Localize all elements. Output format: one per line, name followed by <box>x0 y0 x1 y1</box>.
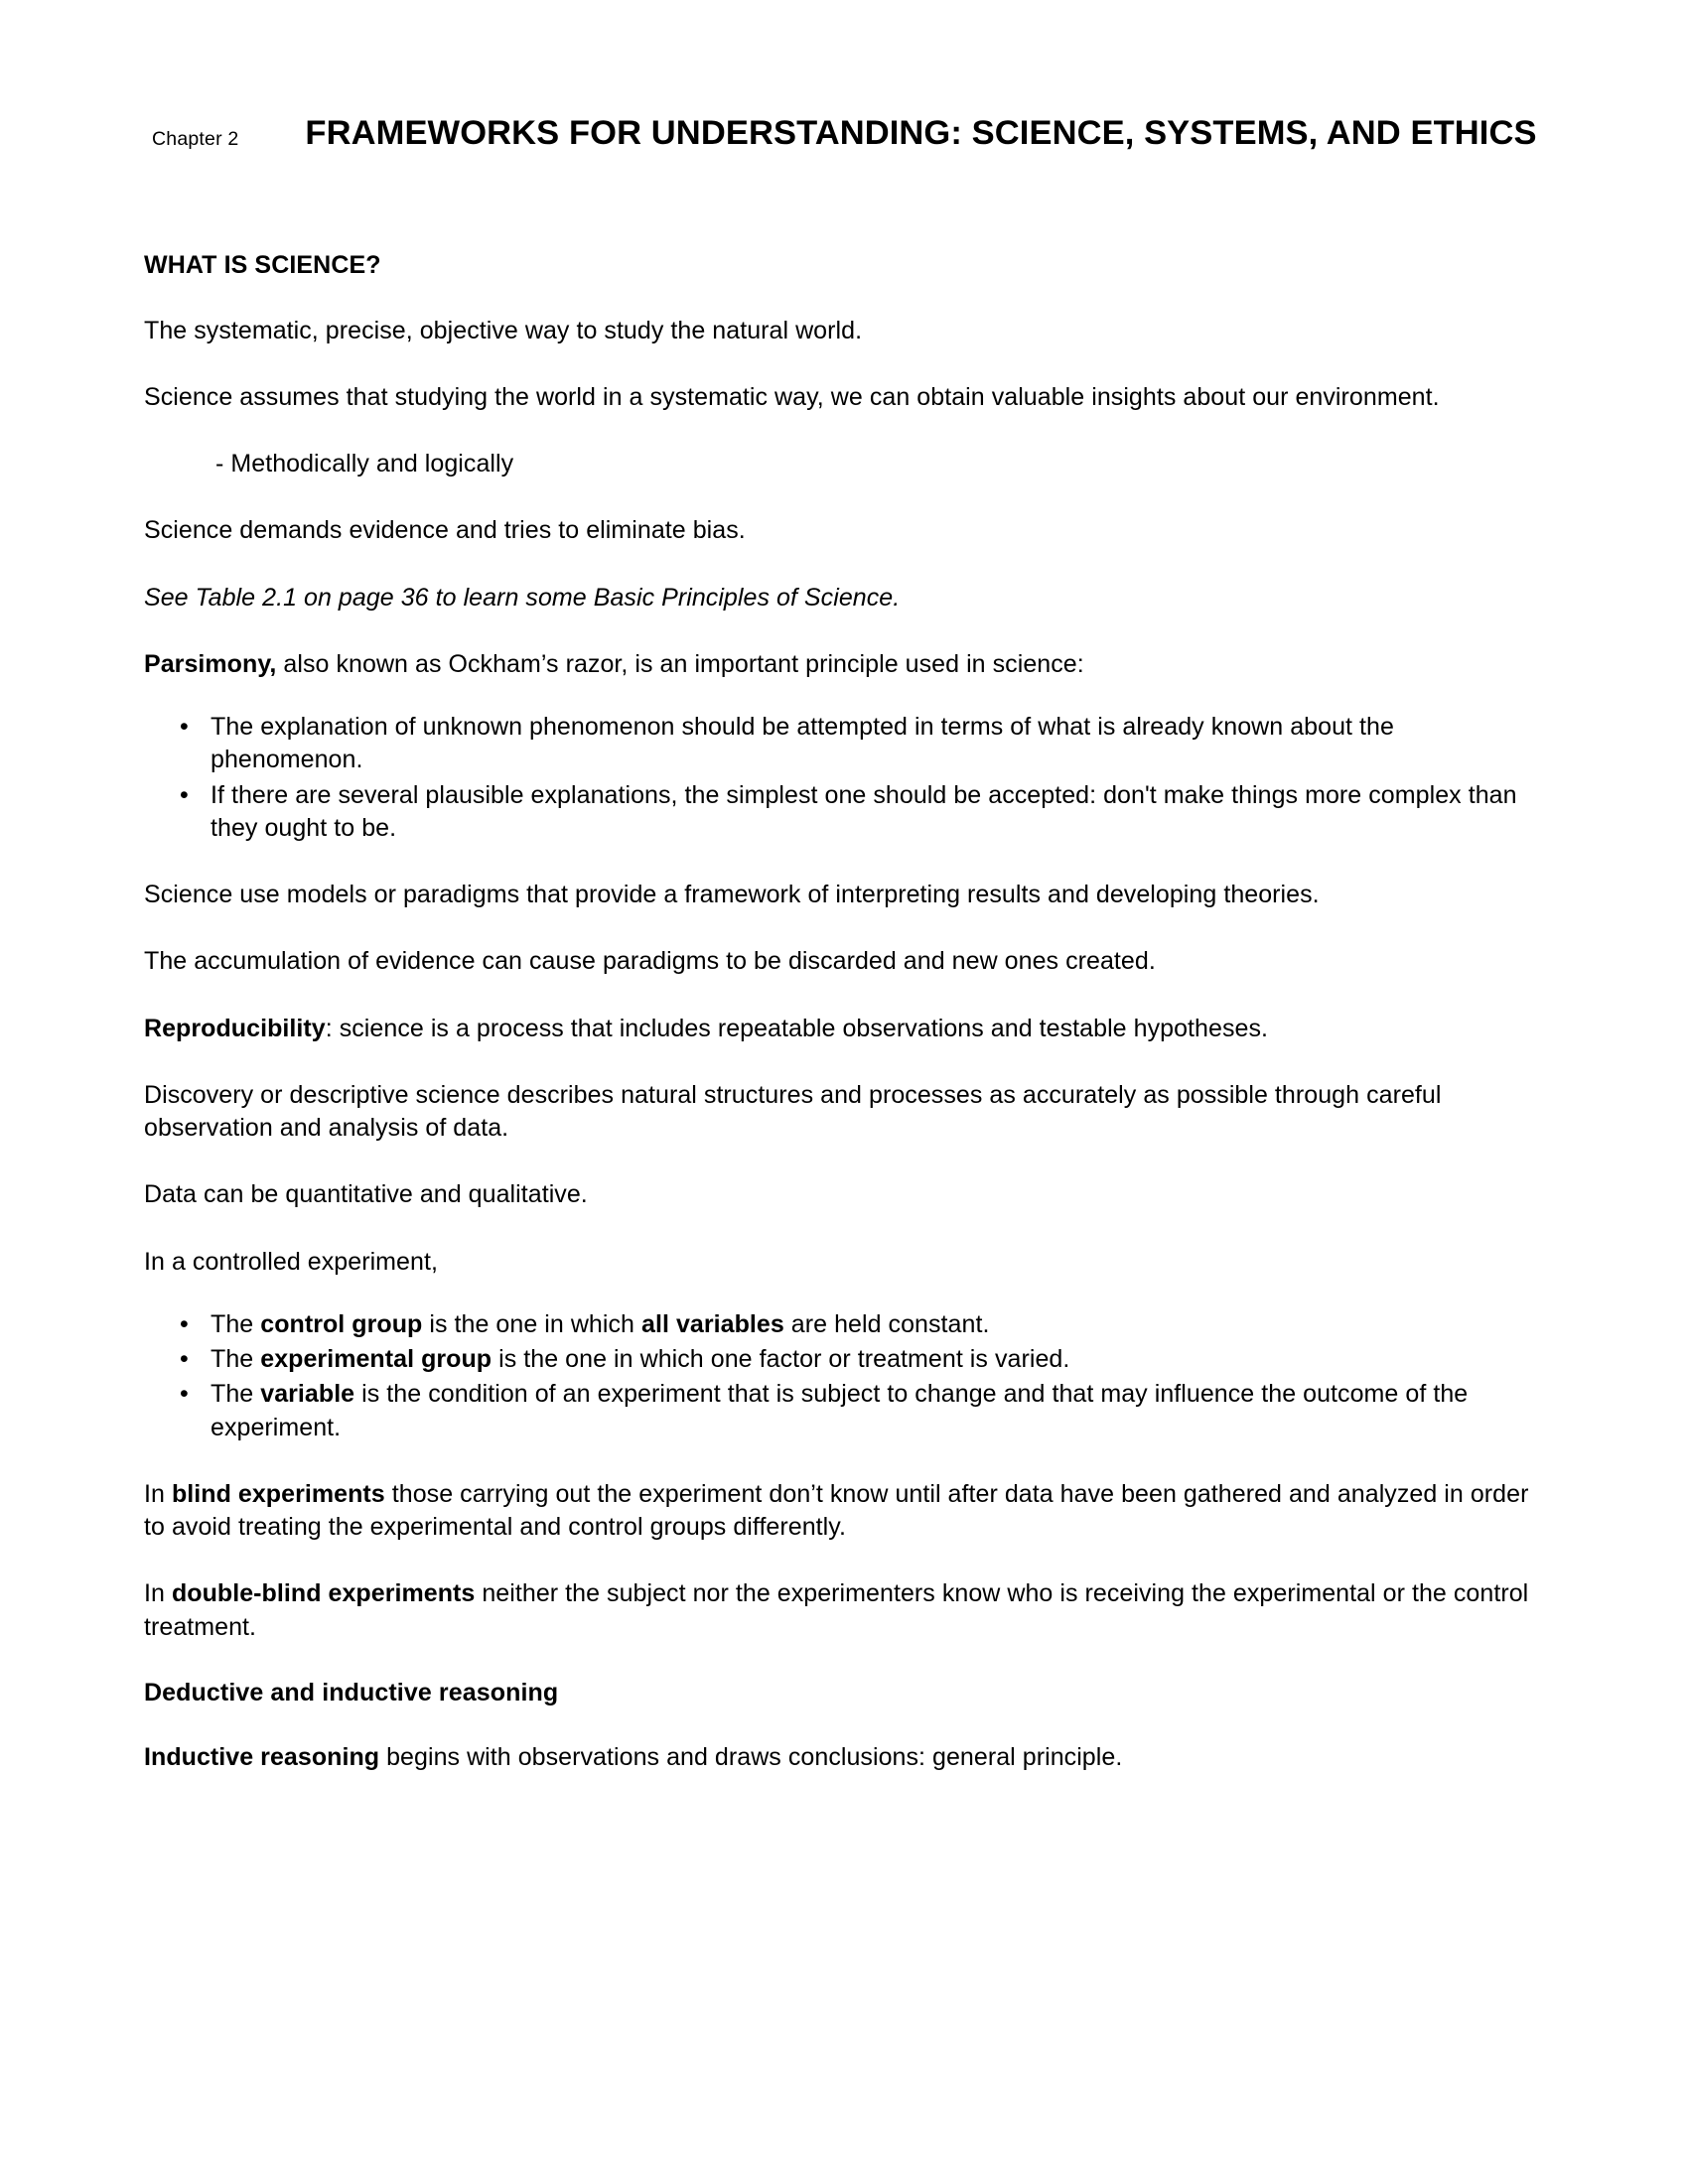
term-control-group: control group <box>260 1309 423 1338</box>
paragraph-blind-experiments <box>144 1478 1549 1545</box>
list-item-text-post: is the condition of an experiment that is subject to change and that may influence the outcome of the experiment. <box>211 1380 1469 1441</box>
term-inductive-reasoning: Inductive reasoning <box>144 1743 380 1772</box>
term-double-blind-experiments: double-blind experiments <box>171 1579 476 1608</box>
paragraph-discovery-science: Discovery or descriptive science describes natural structures and processes as accurately as possible through careful observation and analysis of data. <box>144 1080 1442 1142</box>
list-item-text-pre: The <box>211 1380 261 1409</box>
paragraph-science-assumes: Science assumes that studying the world in a systematic way, we can obtain valuable insights about our environment. <box>144 382 1440 411</box>
section-heading-what-is-science: WHAT IS SCIENCE? <box>144 251 381 279</box>
paragraph-controlled-experiment: In a controlled experiment, <box>144 1247 438 1276</box>
bullet-icon: • <box>180 713 189 741</box>
term-parsimony-rest: also known as Ockham’s razor, is an important principle used in science: <box>276 649 1084 678</box>
list-item-text-pre: The <box>211 1345 261 1373</box>
document-header <box>144 111 1549 206</box>
list-item <box>144 1308 1549 1341</box>
list-item <box>144 779 1549 846</box>
paragraph-parsimony <box>144 648 1549 681</box>
paragraph-reproducibility <box>144 1013 1549 1045</box>
list-item-text-mid: is the one in which <box>422 1309 641 1338</box>
list-item-text-post: is the one in which one factor or treatment is varied. <box>492 1345 1070 1373</box>
list-item-text-pre: The <box>211 1309 261 1338</box>
list-item-text: If there are several plausible explanations, the simplest one should be accepted: don't make things more complex than they ought to be. <box>211 780 1517 842</box>
page-title: FRAMEWORKS FOR UNDERSTANDING: SCIENCE, SYSTEMS, AND ETHICS <box>305 114 1537 152</box>
term-variable: variable <box>260 1380 355 1409</box>
term-all-variables: all variables <box>641 1309 784 1338</box>
paragraph-demands-evidence: Science demands evidence and tries to eliminate bias. <box>144 516 746 545</box>
term-blind-experiments: blind experiments <box>171 1479 385 1508</box>
paragraph-inductive-reasoning <box>144 1741 1549 1774</box>
paragraph-blind-pre: In <box>144 1479 172 1508</box>
paragraph-definition: The systematic, precise, objective way to study the natural world. <box>144 316 863 344</box>
list-item <box>144 1343 1549 1376</box>
term-reproducibility-rest: : science is a process that includes repeatable observations and testable hypotheses. <box>325 1014 1268 1042</box>
term-parsimony: Parsimony, <box>144 649 277 678</box>
paragraph-double-blind-pre: In <box>144 1579 172 1608</box>
bullet-icon: • <box>180 1345 189 1373</box>
parsimony-bullet-list <box>144 711 1549 845</box>
list-item-text-post: are held constant. <box>783 1309 990 1338</box>
bullet-icon: • <box>180 1380 189 1409</box>
term-experimental-group: experimental group <box>260 1345 492 1373</box>
chapter-label: Chapter 2 <box>152 128 239 150</box>
paragraph-methodically: - Methodically and logically <box>215 450 514 478</box>
controlled-experiment-bullet-list <box>144 1308 1549 1444</box>
list-item <box>144 711 1549 777</box>
term-reproducibility: Reproducibility <box>144 1014 326 1042</box>
paragraph-blind-rest: those carrying out the experiment don’t know until after data have been gathered and analyzed in order to avoid treating the experimental and control groups differently. <box>144 1479 1529 1541</box>
list-item <box>144 1378 1549 1444</box>
paragraph-inductive-rest: begins with observations and draws conclusions: general principle. <box>379 1743 1123 1772</box>
paragraph-accumulation: The accumulation of evidence can cause paradigms to be discarded and new ones created. <box>144 947 1156 976</box>
list-item-text: The explanation of unknown phenomenon should be attempted in terms of what is already known about the phenomenon. <box>211 713 1394 774</box>
section-heading-reasoning: Deductive and inductive reasoning <box>144 1678 559 1706</box>
paragraph-double-blind-experiments <box>144 1577 1549 1644</box>
paragraph-models-paradigms: Science use models or paradigms that provide a framework of interpreting results and developing theories. <box>144 881 1320 908</box>
paragraph-data-types: Data can be quantitative and qualitative. <box>144 1180 588 1209</box>
document-content <box>144 111 1549 1809</box>
bullet-icon: • <box>180 780 189 809</box>
paragraph-double-blind-rest: neither the subject nor the experimenters know who is receiving the experimental or the control treatment. <box>144 1579 1529 1641</box>
bullet-icon: • <box>180 1309 189 1338</box>
paragraph-see-table: See Table 2.1 on page 36 to learn some Basic Principles of Science. <box>144 583 901 612</box>
